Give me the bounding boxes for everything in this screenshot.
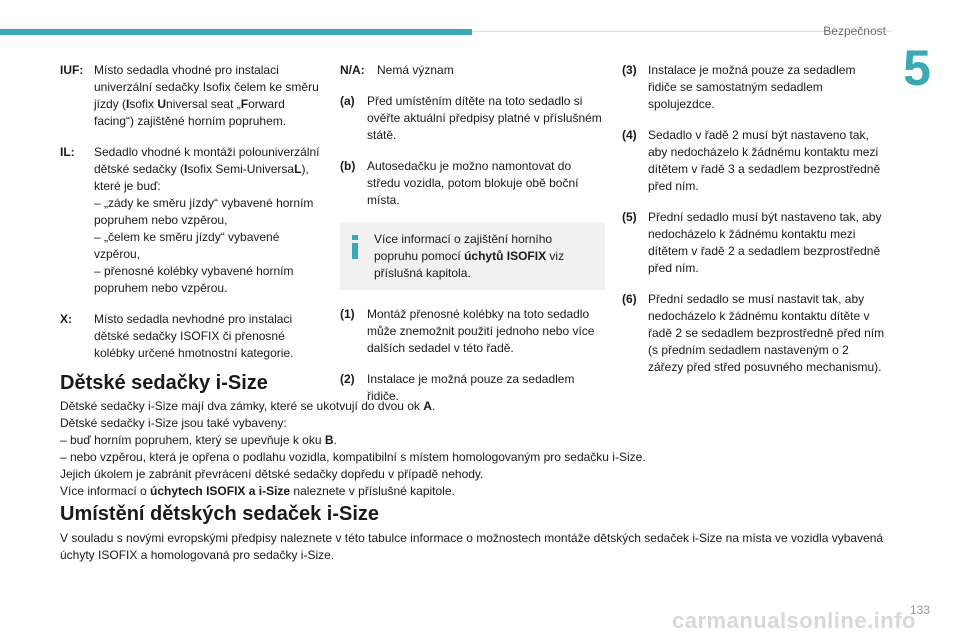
heading-isize-seats: Dětské sedačky i-Size bbox=[60, 372, 268, 394]
definition-text: Nemá význam bbox=[377, 63, 454, 77]
column-2 bbox=[340, 62, 605, 419]
note-text: Autosedačku je možno namontovat do středu vozidla, potom blokuje obě boční místa. bbox=[367, 159, 579, 207]
note-1 bbox=[340, 306, 605, 357]
info-icon bbox=[348, 235, 362, 259]
note-key: (3) bbox=[622, 63, 637, 77]
definition-key: IUF: bbox=[60, 63, 84, 77]
heading-isize-placement: Umístění dětských sedaček i-Size bbox=[60, 503, 380, 525]
note-a bbox=[340, 93, 605, 144]
note-text: Přední sedadlo musí být nastaveno tak, aby nedocházelo k žádnému kontaktu mezi dítětem v řadě 2 a sedadlem bezprostředně před ním. bbox=[648, 210, 882, 275]
note-text: Instalace je možná pouze za sedadlem řidiče se samostatným sedadlem spolujezdce. bbox=[648, 63, 856, 111]
note-5 bbox=[622, 209, 887, 277]
isize-paragraph: Dětské sedačky i-Size mají dva zámky, které se ukotvují do dvou ok A. Dětské sedačky i-Size jsou také vybaveny: – buď horním popruhem, který se upevňuje k oku B. – nebo vzpěrou, která je opřena o podlahu vozidla, kompatibilní s místem homologovaným pro sedačku i-Size. Jejich úkolem je zabránit převrácení dětské sedačky dopředu v případě nehody. Více informací o úchytech ISOFIX a i-Size naleznete v příslušné kapitole. bbox=[60, 399, 646, 498]
note-key: (5) bbox=[622, 210, 637, 224]
note-key: (1) bbox=[340, 307, 355, 321]
definition-key: N/A: bbox=[340, 63, 365, 77]
note-text: Montáž přenosné kolébky na toto sedadlo může znemožnit použití jednoho nebo více dalších sedadel v této řadě. bbox=[367, 307, 595, 355]
chapter-number: 5 bbox=[903, 40, 931, 96]
note-4 bbox=[622, 127, 887, 195]
note-text: Sedadlo v řadě 2 musí být nastaveno tak, aby nedocházelo k žádnému kontaktu mezi dítětem v řadě 3 a sedadlem bezprostředně před ním. bbox=[648, 128, 881, 193]
watermark: carmanualsonline.info bbox=[672, 608, 916, 633]
note-key: (a) bbox=[340, 94, 355, 108]
note-key: (4) bbox=[622, 128, 637, 142]
info-text: Více informací o zajištění horního popruhu pomocí úchytů ISOFIX viz příslušná kapitola. bbox=[374, 232, 565, 280]
definition-text: Místo sedadla nevhodné pro instalaci dětské sedačky ISOFIX či přenosné kolébky určené hmotnostní kategorie. bbox=[94, 312, 294, 360]
note-text: Před umístěním dítěte na toto sedadlo si ověřte aktuální předpisy platné v příslušném státě. bbox=[367, 94, 602, 142]
definition-il bbox=[60, 144, 322, 297]
info-box bbox=[340, 223, 605, 290]
column-1 bbox=[60, 62, 322, 376]
column-3 bbox=[622, 62, 887, 390]
definition-key: X: bbox=[60, 312, 72, 326]
note-key: (b) bbox=[340, 159, 356, 173]
section-title: Bezpečnost bbox=[823, 24, 886, 38]
note-key: (2) bbox=[340, 372, 355, 386]
note-3 bbox=[622, 62, 887, 113]
definition-text: Sedadlo vhodné k montáži polouniverzální dětské sedačky (Isofix Semi-UniversaL), které je buď: – „zády ke směru jízdy“ vybavené horním popruhem nebo vzpěrou, – „čelem ke směru jízdy“ vybavené vzpěrou, – přenosné kolébky vybavené horním popruhem nebo vzpěrou. bbox=[94, 145, 320, 295]
definition-na bbox=[340, 62, 605, 79]
note-6 bbox=[622, 291, 887, 376]
note-b bbox=[340, 158, 605, 209]
header-accent-bar bbox=[0, 29, 472, 35]
note-text: Přední sedadlo se musí nastavit tak, aby nedocházelo k žádnému kontaktu dítěte v řadě 2 se sedadlem bezprostředně před ním (s předním sedadlem nastaveným o 2 zářezy před střed posuvného mechanismu). bbox=[648, 292, 885, 374]
definition-x bbox=[60, 311, 322, 362]
note-text: Instalace je možná pouze za sedadlem řidiče. bbox=[367, 372, 575, 403]
definition-text: Místo sedadla vhodné pro instalaci univerzální sedačky Isofix čelem ke směru jízdy (Isofix Universal seat „Forward facing“) zajištěné horním popruhem. bbox=[94, 63, 319, 128]
placement-paragraph: V souladu s novými evropskými předpisy naleznete v této tabulce informace o možnostech montáže dětských sedaček i-Size na místa ve vozidla vybavená úchyty ISOFIX a homologovaná pro sedačky i-Size. bbox=[60, 531, 884, 562]
page-number: 133 bbox=[909, 603, 930, 617]
definition-iuf bbox=[60, 62, 322, 130]
note-key: (6) bbox=[622, 292, 637, 306]
definition-key: IL: bbox=[60, 145, 75, 159]
